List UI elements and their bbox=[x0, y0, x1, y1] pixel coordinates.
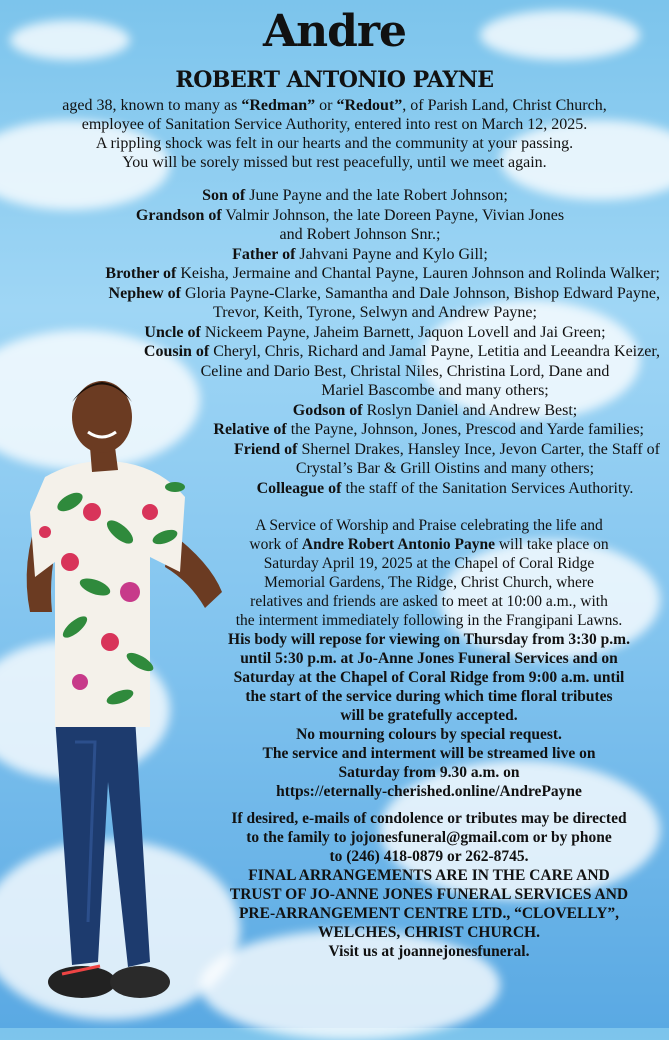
intro-paragraph bbox=[20, 96, 649, 172]
relation-text: the Payne, Johnson, Jones, Prescod and Yarde families; bbox=[286, 421, 644, 438]
relation-label: Uncle of bbox=[144, 323, 201, 341]
relation-grandson bbox=[30, 206, 660, 226]
service-text: will take place on bbox=[494, 536, 609, 553]
relation-label: Brother of bbox=[105, 265, 177, 282]
service-line bbox=[200, 535, 658, 554]
intro-text: , of Parish Land, Christ Church, bbox=[402, 97, 607, 114]
viewing-line: until 5:30 p.m. at Jo-Anne Jones Funeral Services and on bbox=[240, 650, 618, 667]
relation-friend-cont: Crystal’s Bar & Grill Oistins and many others; bbox=[295, 460, 595, 477]
relation-cousin-cont: Celine and Dario Best, Christal Niles, Christina Lord, Dane and bbox=[200, 362, 610, 380]
viewing-line: the start of the service during which time floral tributes bbox=[245, 688, 613, 705]
intro-text: or bbox=[315, 97, 337, 114]
relation-label: Son of bbox=[202, 187, 246, 204]
service-line: Memorial Gardens, The Ridge, Christ Church, where bbox=[264, 574, 594, 591]
intro-line bbox=[20, 96, 649, 115]
relation-label: Father of bbox=[232, 245, 296, 263]
arrangements-line: FINAL ARRANGEMENTS ARE IN THE CARE AND bbox=[248, 867, 610, 884]
intro-text: aged 38, known to many as bbox=[62, 97, 242, 114]
relation-friend bbox=[30, 440, 660, 460]
relation-text: Keisha, Jermaine and Chantal Payne, Lauren Johnson and Rolinda Walker; bbox=[176, 265, 660, 282]
relation-nephew bbox=[30, 284, 660, 304]
arrangements-line: PRE-ARRANGEMENT CENTRE LTD., “CLOVELLY”, bbox=[238, 905, 620, 922]
relation-text: the staff of the Sanitation Services Authority. bbox=[341, 479, 634, 497]
relation-son bbox=[30, 186, 660, 206]
relation-text: Cheryl, Chris, Richard and Jamal Payne, Letitia and Leeandra Keizer, bbox=[209, 343, 660, 360]
relation-text: Shernel Drakes, Hansley Ince, Jevon Carter, the Staff of bbox=[297, 440, 660, 458]
relation-label: Cousin of bbox=[143, 343, 210, 360]
service-text: work of bbox=[249, 536, 302, 553]
relations-list bbox=[30, 186, 660, 498]
condolence-email-line: to the family to jojonesfuneral@gmail.com or by phone bbox=[246, 829, 612, 846]
website-line: Visit us at joannejonesfuneral. bbox=[328, 943, 530, 960]
relation-label: Grandson of bbox=[135, 206, 222, 224]
intro-line: A rippling shock was felt in our hearts and the community at your passing. bbox=[95, 135, 574, 152]
relation-label: Friend of bbox=[233, 440, 298, 458]
relation-text: Roslyn Daniel and Andrew Best; bbox=[362, 401, 578, 419]
relation-text: Jahvani Payne and Kylo Gill; bbox=[295, 245, 488, 263]
nickname: “Redout” bbox=[336, 97, 403, 114]
service-line: relatives and friends are asked to meet at 10:00 a.m., with bbox=[250, 593, 608, 610]
arrangements-line: WELCHES, CHRIST CHURCH. bbox=[318, 924, 540, 941]
relation-label: Colleague of bbox=[256, 479, 342, 497]
relation-label: Relative of bbox=[213, 421, 287, 438]
deceased-name: Andre Robert Antonio Payne bbox=[301, 536, 495, 553]
relation-nephew-cont: Trevor, Keith, Tyrone, Selwyn and Andrew Payne; bbox=[213, 304, 537, 321]
viewing-line: His body will repose for viewing on Thursday from 3:30 p.m. bbox=[228, 631, 630, 648]
relation-cousin-cont: Mariel Bascombe and many others; bbox=[321, 382, 549, 399]
service-line: the interment immediately following in the Frangipani Lawns. bbox=[235, 612, 623, 629]
condolence-phone-line: to (246) 418-0879 or 262-8745. bbox=[329, 848, 529, 865]
relation-text: Gloria Payne-Clarke, Samantha and Dale Johnson, Bishop Edward Payne, bbox=[180, 284, 660, 302]
first-name-heading: Andre bbox=[262, 6, 407, 57]
relation-relative bbox=[30, 420, 660, 440]
service-details bbox=[200, 516, 658, 961]
relation-brother bbox=[30, 264, 660, 284]
relation-godson bbox=[30, 401, 660, 421]
intro-line: employee of Sanitation Service Authority, entered into rest on March 12, 2025. bbox=[81, 116, 588, 133]
stream-line: The service and interment will be streamed live on bbox=[262, 745, 596, 762]
relation-label: Godson of bbox=[292, 401, 363, 419]
relation-grandson-cont: and Robert Johnson Snr.; bbox=[279, 226, 441, 243]
relation-uncle bbox=[30, 323, 660, 343]
full-name-heading: ROBERT ANTONIO PAYNE bbox=[175, 67, 494, 93]
arrangements-line: TRUST OF JO-ANNE JONES FUNERAL SERVICES AND bbox=[229, 886, 629, 903]
viewing-line: will be gratefully accepted. bbox=[340, 707, 518, 724]
relation-text: Nickeem Payne, Jaheim Barnett, Jaquon Lovell and Jai Green; bbox=[200, 323, 606, 341]
stream-link[interactable]: https://eternally-cherished.online/AndrePayne bbox=[276, 783, 582, 800]
relation-father bbox=[30, 245, 660, 265]
condolence-line: If desired, e-mails of condolence or tributes may be directed bbox=[231, 810, 627, 827]
mourning-colours-line: No mourning colours by special request. bbox=[296, 726, 562, 743]
relation-label: Nephew of bbox=[108, 284, 181, 302]
viewing-line: Saturday at the Chapel of Coral Ridge from 9:00 a.m. until bbox=[233, 669, 625, 686]
intro-line: You will be sorely missed but rest peacefully, until we meet again. bbox=[122, 154, 547, 171]
stream-line: Saturday from 9.30 a.m. on bbox=[338, 764, 520, 781]
relation-cousin bbox=[30, 342, 660, 362]
relation-text: Valmir Johnson, the late Doreen Payne, Vivian Jones bbox=[221, 206, 565, 224]
relation-text: June Payne and the late Robert Johnson; bbox=[245, 187, 508, 204]
nickname: “Redman” bbox=[241, 97, 316, 114]
relation-colleague bbox=[30, 479, 660, 499]
service-line: A Service of Worship and Praise celebrating the life and bbox=[255, 517, 603, 534]
service-line: Saturday April 19, 2025 at the Chapel of Coral Ridge bbox=[263, 555, 595, 572]
